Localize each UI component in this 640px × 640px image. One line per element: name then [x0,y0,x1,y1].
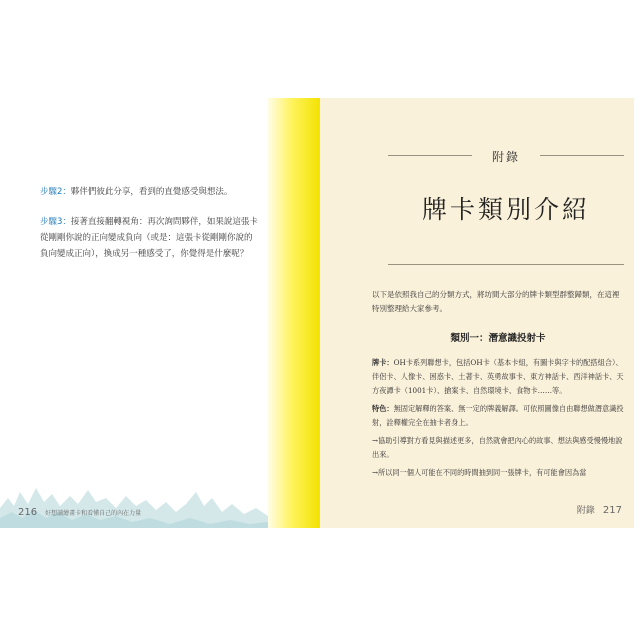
page-title: 牌卡類別介紹 [421,195,590,224]
step-2-label: 步驟2： [40,187,71,197]
right-page [268,98,634,528]
appendix-header [388,148,624,162]
right-page-number: 217 [602,505,622,516]
left-page [0,98,268,528]
step-2-text: 夥伴們彼此分享，看到的直覺感受與想法。 [70,187,233,197]
keyword-features: 特色： [372,404,394,413]
step-3-text: 接著直接翻轉視角：再次詢問夥伴，如果說這張卡從剛剛你說的正向變成負向（或是：這張卡從剛剛你說的負向變成正向），換成另一種感受了，你覺得是什麼呢？ [40,217,258,259]
paragraph-cards-text: OH卡系列聯想卡，包括OH卡（基本卡組，有圖卡與字卡的配搭組合）、伴侶卡、人像卡、困惑卡、土著卡、英勇故事卡、東方神話卡、西洋神話卡、天方夜譚卡（1001卡）、搶案卡、自然環境卡、食物卡……等。 [372,358,624,395]
paragraph-note-2 [372,466,624,480]
right-running-label: 附錄 [576,506,595,516]
appendix-rule-right [540,155,624,156]
step-3 [40,214,260,262]
appendix-rule-left [388,155,472,156]
right-folio [577,503,622,516]
step-3-label: 步驟3： [40,217,71,227]
left-page-number: 216 [18,507,38,518]
forest-illustration [0,468,268,528]
left-running-title: 好想讀繪畫卡和看懂自己的內在力量 [45,510,142,517]
keyword-cards: 牌卡： [372,358,394,367]
title-divider [388,264,624,265]
paragraph-features-text: 無固定解釋的答案、無一定的牌義解譯。可依照圖像自由聯想做潛意識投射，詮釋權完全在抽卡者身上。 [372,404,624,427]
paragraph-note-1 [372,434,624,462]
left-folio [18,507,141,518]
paragraph-features [372,402,624,430]
yellow-band [268,98,320,528]
appendix-label: 附錄 [491,150,520,164]
section-heading: 類別一：潛意識投射卡 [450,333,546,344]
paragraph-note-2-text: →所以同一個人可能在不同的時間抽到同一張牌卡，有可能會因為當 [372,468,587,477]
step-2 [40,184,260,200]
paragraph-cards [372,356,624,398]
paragraph-note-1-text: →協助引導對方看見與描述更多，自然就會把內心的故事、想法與感受慢慢地說出來。 [372,436,623,459]
intro-paragraph: 以下是依照我自己的分類方式，將坊間大部分的牌卡類型群整歸類，在這裡特別整理給大家參考。 [372,290,620,313]
body-text [372,356,624,484]
